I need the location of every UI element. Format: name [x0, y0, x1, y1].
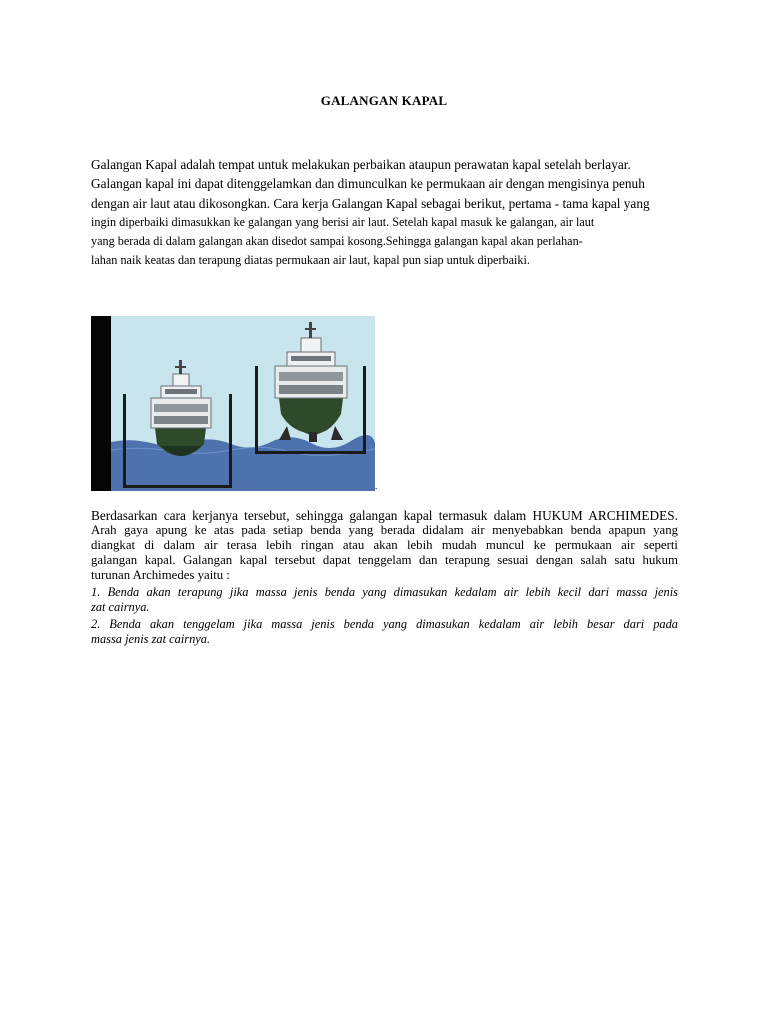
text-line: ingin diperbaiki dimasukkan ke galangan yang berisi air laut. Setelah kapal masuk ke galangan, air laut [91, 214, 595, 229]
archimedes-paragraph [91, 508, 678, 647]
text-line: galangan kapal. Galangan kapal tersebut dapat tenggelam dan terapung sesuai dengan salah satu hukum [91, 553, 678, 567]
text-line: turunan Archimedes yaitu : [91, 568, 230, 582]
text-line: Galangan kapal ini dapat ditenggelamkan dan dimunculkan ke permukaan air dengan mengisinya penuh [91, 176, 645, 192]
text-line: Galangan Kapal adalah tempat untuk melakukan perbaikan ataupun perawatan kapal setelah berlayar. [91, 157, 631, 172]
text-line: lahan naik keatas dan terapung diatas permukaan air laut, kapal pun siap untuk diperbaiki. [91, 253, 530, 268]
law-item-2: 2. Benda akan tenggelam jika massa jenis benda yang dimasukan kedalam air lebih besar dari pada [91, 617, 678, 631]
text-line: Arah gaya apung ke atas pada setiap benda yang berada didalam air menyebabkan benda apapun yang [91, 523, 678, 537]
floating-dock-illustration [91, 316, 378, 491]
text-line: diangkat di dalam air terasa lebih ringan atau akan lebih mudah muncul ke permukaan air seperti [91, 538, 678, 552]
intro-paragraph [91, 155, 691, 271]
law-item-2-cont: massa jenis zat cairnya. [91, 632, 211, 646]
text-line: Berdasarkan cara kerjanya tersebut, sehingga galangan kapal termasuk dalam HUKUM ARCHIMEDES. [91, 508, 678, 523]
text-line: yang berada di dalam galangan akan disedot sampai kosong.Sehingga galangan kapal akan perlahan- [91, 234, 583, 249]
text-line: dengan air laut atau dikosongkan. Cara kerja Galangan Kapal sebagai berikut, pertama - tama kapal yang [91, 195, 650, 211]
law-item-1-cont: zat cairnya. [91, 600, 150, 614]
law-item-1: 1. Benda akan terapung jika massa jenis benda yang dimasukan kedalam air lebih kecil dari massa jenis [91, 585, 678, 599]
page-title: GALANGAN KAPAL [320, 93, 448, 108]
figure-dot: . [375, 481, 378, 491]
